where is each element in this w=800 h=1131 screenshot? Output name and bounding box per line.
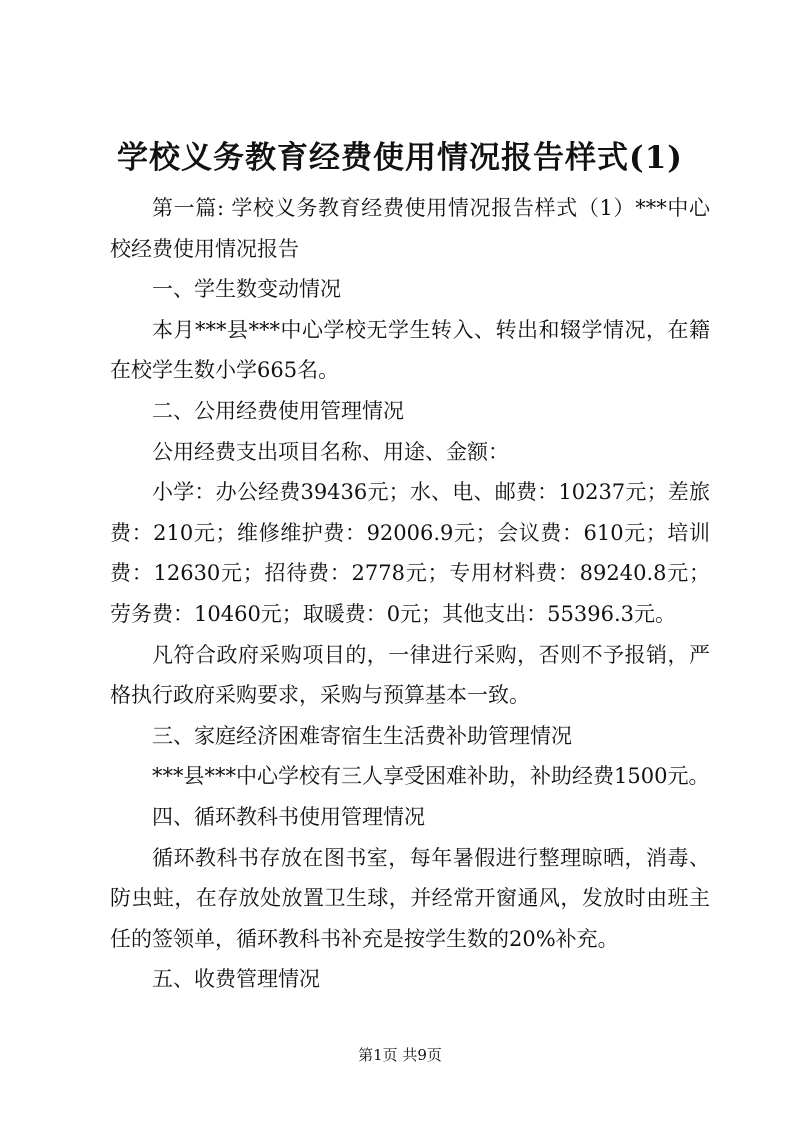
paragraph: 循环教科书存放在图书室，每年暑假进行整理晾晒，消毒、防虫蛀，在存放处放置卫生球，并经常开窗通风，发放时由班主任的签领单，循环教科书补充是按学生数的20%补充。 — [110, 845, 710, 951]
paragraph: 公用经费支出项目名称、用途、金额： — [152, 439, 509, 464]
paragraph: 本月***县***中心学校无学生转入、转出和辍学情况，在籍在校学生数小学665名。 — [110, 317, 710, 383]
paragraph-heading-1: 一、学生数变动情况 — [152, 277, 341, 302]
document-title: 学校义务教育经费使用情况报告样式(1) — [117, 140, 683, 176]
page-number-footer: 第1页 共9页 — [358, 1046, 442, 1064]
document-body — [110, 188, 710, 1000]
paragraph: ***县***中心学校有三人享受困难补助，补助经费1500元。 — [152, 764, 710, 789]
paragraph-heading-5: 五、收费管理情况 — [152, 967, 320, 992]
paragraph: 凡符合政府采购项目的，一律进行采购，否则不予报销，严格执行政府采购要求，采购与预算基本一致。 — [110, 642, 710, 708]
paragraph-heading-3: 三、家庭经济困难寄宿生生活费补助管理情况 — [152, 723, 572, 748]
paragraph-heading-2: 二、公用经费使用管理情况 — [152, 398, 404, 423]
paragraph: 小学：办公经费39436元；水、电、邮费：10237元；差旅费：210元；维修维护费：92006.9元；会议费：610元；培训费：12630元；招待费：2778元；专用材料费：89240.8元；劳务费：10460元；取暖费：0元；其他支出：55396.3元。 — [110, 480, 710, 626]
paragraph-heading-4: 四、循环教科书使用管理情况 — [152, 804, 425, 829]
paragraph-section-heading: 第一篇: 学校义务教育经费使用情况报告样式（1）***中心校经费使用情况报告 — [110, 196, 710, 261]
